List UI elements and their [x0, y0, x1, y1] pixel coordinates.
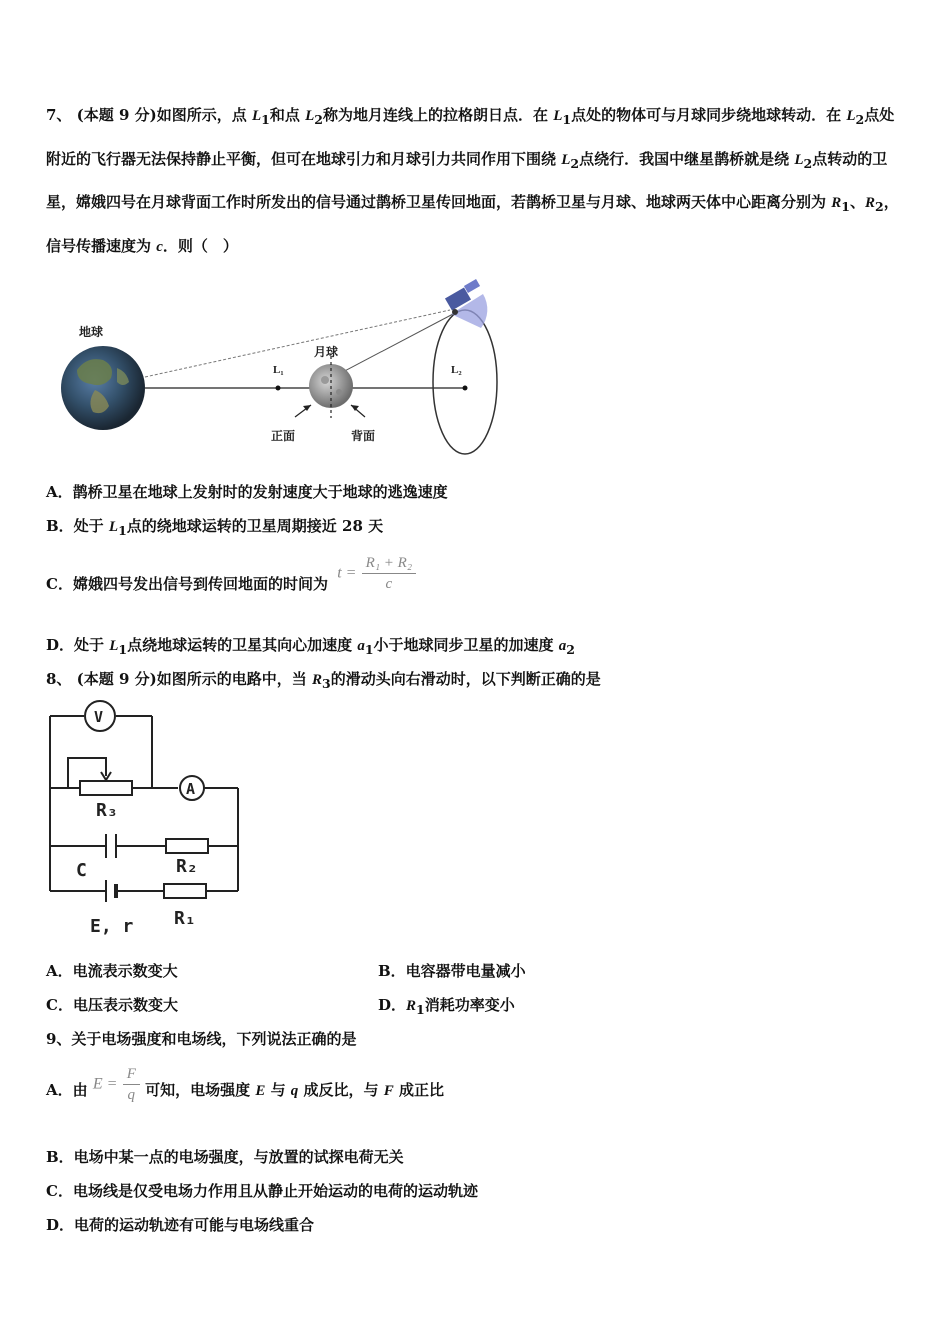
q8-option-a-text: A．电流表示数变大	[46, 962, 178, 980]
q9-option-b[interactable]	[46, 1146, 404, 1167]
back-label: 背面	[351, 429, 376, 443]
q9-option-d-text: D．电荷的运动轨迹有可能与电场线重合	[46, 1216, 315, 1234]
q8-option-d-var: R	[406, 998, 417, 1014]
relay-satellite-icon	[445, 279, 487, 328]
r2-resistor	[166, 839, 208, 853]
q7-option-b-var: L	[108, 519, 119, 535]
q7-option-c-text: C．嫦娥四号发出信号到传回地面的时间为	[46, 575, 328, 593]
earth	[61, 346, 145, 430]
q7-number: 7、	[46, 106, 72, 124]
q9-option-a-num: F	[123, 1064, 140, 1085]
ammeter-label: A	[186, 780, 196, 798]
q8-option-d-pre: D．	[378, 996, 407, 1014]
q8-stem	[46, 668, 601, 691]
q7-option-d-a2: a	[558, 638, 567, 654]
q7-stem	[46, 96, 906, 266]
q8-stem-var: R	[311, 672, 322, 688]
q9-option-a[interactable]	[46, 1064, 444, 1105]
q8-stem-post: 的滑动头向右滑动时，以下判断正确的是	[330, 670, 601, 688]
q8-option-c[interactable]	[46, 994, 178, 1015]
source-label: E, r	[90, 916, 134, 937]
q9-option-a-fraction	[123, 1064, 140, 1105]
earth-label: 地球	[79, 325, 104, 339]
l2-orbit	[433, 310, 497, 454]
q7-option-c-fraction	[362, 553, 416, 594]
q7-option-b[interactable]	[46, 515, 383, 538]
q9-option-a-pre: A．由	[46, 1081, 88, 1099]
q7-option-c[interactable]	[46, 553, 416, 594]
q7-option-b-pre: B．处于	[46, 517, 109, 535]
q8-option-b-text: B．电容器带电量减小	[378, 962, 526, 980]
q7-option-d-a2-sub: 2	[566, 642, 575, 657]
q9-option-c[interactable]	[46, 1180, 478, 1201]
r3-resistor	[80, 781, 132, 795]
q9-stem-text: 9、关于电场强度和电场线，下列说法正确的是	[46, 1030, 357, 1048]
q7-option-a-text: A．鹊桥卫星在地球上发射时的发射速度大于地球的逃逸速度	[46, 483, 448, 501]
q9-option-c-text: C．电场线是仅受电场力作用且从静止开始运动的电荷的运动轨迹	[46, 1182, 478, 1200]
r2-label: R₂	[176, 856, 198, 877]
q9-stem	[46, 1028, 356, 1049]
q9-option-d[interactable]	[46, 1214, 314, 1235]
voltmeter-label: V	[94, 708, 104, 726]
q8-option-d-post: 消耗功率变小	[424, 996, 515, 1014]
q7-option-c-den: c	[385, 576, 393, 592]
q7-option-c-lhs: t =	[337, 564, 357, 582]
moon-label: 月球	[314, 345, 339, 359]
q9-option-a-den: q	[127, 1087, 136, 1103]
q8-option-a[interactable]	[46, 960, 178, 981]
q9-option-a-lhs: E =	[92, 1075, 118, 1093]
circuit-diagram	[40, 700, 250, 942]
q7-option-d-mid2: 小于地球同步卫星的加速度	[373, 636, 559, 654]
q7-text: (本题 9 分)如图所示，点 $L_1$和点 $L_2$称为地月连线上的拉格朗日点．在 $L_1$点处的物体可与月球同步绕地球转动．在 $L_2$点处附近的飞行器无法保持静止平衡，但可在地球引力和月球引力共同作用下围绕 $L_2$点绕行．我国中继星鹊桥就是绕 $L_2$点转动的卫星，嫦娥四号在月球背面工作时所发出的信号通过鹊桥卫星传回地面，若鹊桥卫星与月球、地球两天体中心距离分别为 $R_1$、$R_2$，信号传播速度为 c．则（ ）	[46, 106, 899, 255]
r1-resistor	[164, 884, 206, 898]
q7-option-d[interactable]	[46, 634, 575, 657]
q7-option-d-a1-sub: 1	[364, 642, 374, 657]
r1-label: R₁	[174, 908, 196, 929]
q7-option-b-post: 点的绕地球运转的卫星周期接近 28 天	[126, 517, 384, 535]
q7-option-d-sub: 1	[118, 642, 128, 657]
q8-option-c-text: C．电压表示数变大	[46, 996, 178, 1014]
q8-stem-sub: 3	[321, 676, 331, 691]
q8-option-b[interactable]	[378, 960, 526, 981]
earth-moon-lagrange-figure	[55, 272, 505, 462]
q7-option-d-mid: 点绕地球运转的卫星其向心加速度	[127, 636, 358, 654]
q8-stem-pre: 8、 (本题 9 分)如图所示的电路中，当	[46, 670, 312, 688]
cap-label: C	[76, 860, 87, 881]
q9-option-a-post: 可知，电场强度 E 与 q 成反比，与 F 成正比	[145, 1081, 444, 1099]
q7-option-a[interactable]	[46, 481, 448, 502]
q7-option-d-a1: a	[357, 638, 365, 654]
q8-option-d-sub: 1	[416, 1002, 425, 1017]
l1-label: L₁	[273, 364, 284, 376]
r3-label: R₃	[96, 800, 118, 821]
l2-label: L₂	[451, 364, 462, 376]
q8-option-d[interactable]	[378, 994, 515, 1017]
q7-option-d-pre: D．处于	[46, 636, 110, 654]
q7-option-d-var: L	[109, 638, 119, 654]
front-label: 正面	[271, 429, 296, 443]
q9-option-b-text: B．电场中某一点的电场强度，与放置的试探电荷无关	[46, 1148, 404, 1166]
q7-option-c-num: R₁ + R₂	[362, 553, 416, 574]
moon	[309, 356, 353, 418]
q7-option-b-sub: 1	[118, 523, 127, 538]
